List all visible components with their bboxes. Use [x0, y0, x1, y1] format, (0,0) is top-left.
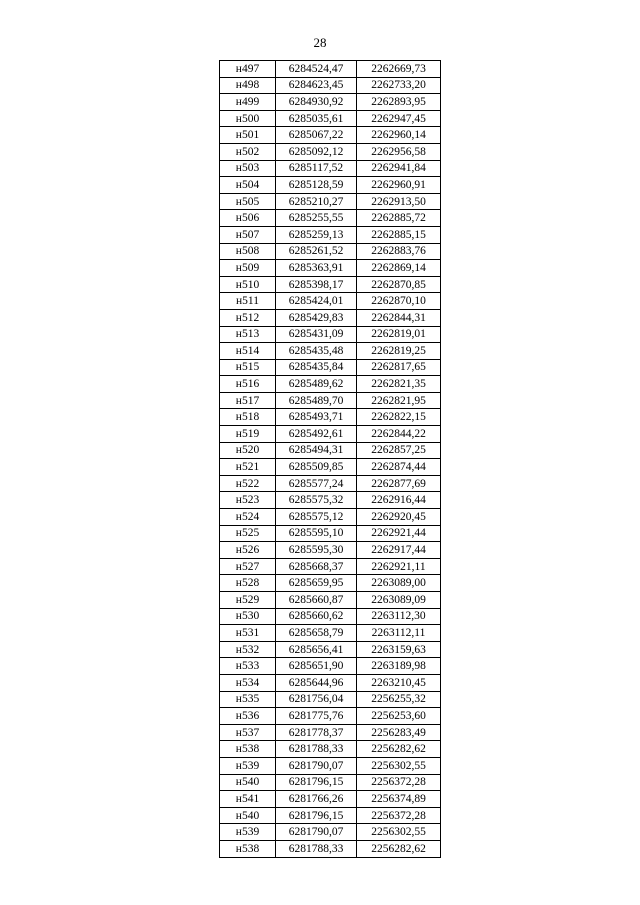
table-row — [220, 409, 441, 426]
x-coordinate-cell: 6285493,71 — [276, 409, 357, 426]
table-row — [220, 542, 441, 559]
point-name-cell: н538 — [220, 741, 276, 758]
x-coordinate-cell: 6285595,10 — [276, 525, 357, 542]
x-coordinate-cell: 6285575,12 — [276, 509, 357, 526]
y-coordinate-cell: 2256253,60 — [357, 708, 441, 725]
table-row — [220, 641, 441, 658]
point-name-cell: н498 — [220, 77, 276, 94]
table-row — [220, 492, 441, 509]
y-coordinate-cell: 2262874,44 — [357, 459, 441, 476]
point-name-cell: н511 — [220, 293, 276, 310]
point-name-cell: н516 — [220, 376, 276, 393]
table-row — [220, 260, 441, 277]
table-row — [220, 210, 441, 227]
table-row — [220, 426, 441, 443]
point-name-cell: н504 — [220, 177, 276, 194]
table-row — [220, 243, 441, 260]
x-coordinate-cell: 6285035,61 — [276, 110, 357, 127]
point-name-cell: н523 — [220, 492, 276, 509]
table-row — [220, 525, 441, 542]
x-coordinate-cell: 6285431,09 — [276, 326, 357, 343]
point-name-cell: н501 — [220, 127, 276, 144]
point-name-cell: н508 — [220, 243, 276, 260]
point-name-cell: н525 — [220, 525, 276, 542]
y-coordinate-cell: 2256282,62 — [357, 741, 441, 758]
table-row — [220, 708, 441, 725]
y-coordinate-cell: 2262920,45 — [357, 509, 441, 526]
y-coordinate-cell: 2256302,55 — [357, 757, 441, 774]
table-row — [220, 509, 441, 526]
y-coordinate-cell: 2262917,44 — [357, 542, 441, 559]
point-name-cell: н507 — [220, 226, 276, 243]
point-name-cell: н512 — [220, 309, 276, 326]
y-coordinate-cell: 2262885,72 — [357, 210, 441, 227]
x-coordinate-cell: 6285255,55 — [276, 210, 357, 227]
point-name-cell: н503 — [220, 160, 276, 177]
x-coordinate-cell: 6285668,37 — [276, 558, 357, 575]
x-coordinate-cell: 6285656,41 — [276, 641, 357, 658]
x-coordinate-cell: 6285067,22 — [276, 127, 357, 144]
table-row — [220, 658, 441, 675]
y-coordinate-cell: 2262819,01 — [357, 326, 441, 343]
point-name-cell: н539 — [220, 824, 276, 841]
table-row — [220, 625, 441, 642]
point-name-cell: н522 — [220, 475, 276, 492]
point-name-cell: н518 — [220, 409, 276, 426]
table-row — [220, 791, 441, 808]
x-coordinate-cell: 6285117,52 — [276, 160, 357, 177]
x-coordinate-cell: 6285429,83 — [276, 309, 357, 326]
point-name-cell: н519 — [220, 426, 276, 443]
x-coordinate-cell: 6285128,59 — [276, 177, 357, 194]
table-row — [220, 326, 441, 343]
y-coordinate-cell: 2263159,63 — [357, 641, 441, 658]
table-row — [220, 226, 441, 243]
x-coordinate-cell: 6285492,61 — [276, 426, 357, 443]
y-coordinate-cell: 2256255,32 — [357, 691, 441, 708]
x-coordinate-cell: 6284623,45 — [276, 77, 357, 94]
x-coordinate-cell: 6281778,37 — [276, 724, 357, 741]
y-coordinate-cell: 2262893,95 — [357, 94, 441, 111]
point-name-cell: н530 — [220, 608, 276, 625]
table-row — [220, 724, 441, 741]
x-coordinate-cell: 6281766,26 — [276, 791, 357, 808]
y-coordinate-cell: 2256283,49 — [357, 724, 441, 741]
table-row — [220, 143, 441, 160]
table-row — [220, 459, 441, 476]
y-coordinate-cell: 2262960,91 — [357, 177, 441, 194]
point-name-cell: н540 — [220, 774, 276, 791]
point-name-cell: н533 — [220, 658, 276, 675]
point-name-cell: н520 — [220, 442, 276, 459]
point-name-cell: н538 — [220, 840, 276, 857]
x-coordinate-cell: 6285577,24 — [276, 475, 357, 492]
point-name-cell: н497 — [220, 61, 276, 78]
table-row — [220, 840, 441, 857]
x-coordinate-cell: 6285509,85 — [276, 459, 357, 476]
table-row — [220, 475, 441, 492]
x-coordinate-cell: 6285398,17 — [276, 276, 357, 293]
point-name-cell: н537 — [220, 724, 276, 741]
y-coordinate-cell: 2262941,84 — [357, 160, 441, 177]
y-coordinate-cell: 2262960,14 — [357, 127, 441, 144]
y-coordinate-cell: 2262857,25 — [357, 442, 441, 459]
point-name-cell: н513 — [220, 326, 276, 343]
y-coordinate-cell: 2256372,28 — [357, 774, 441, 791]
point-name-cell: н536 — [220, 708, 276, 725]
x-coordinate-cell: 6284524,47 — [276, 61, 357, 78]
x-coordinate-cell: 6285435,84 — [276, 359, 357, 376]
table-row — [220, 575, 441, 592]
x-coordinate-cell: 6285659,95 — [276, 575, 357, 592]
table-row — [220, 442, 441, 459]
point-name-cell: н534 — [220, 674, 276, 691]
point-name-cell: н514 — [220, 343, 276, 360]
point-name-cell: н505 — [220, 193, 276, 210]
table-row — [220, 94, 441, 111]
table-row — [220, 691, 441, 708]
y-coordinate-cell: 2263089,00 — [357, 575, 441, 592]
x-coordinate-cell: 6285595,30 — [276, 542, 357, 559]
table-row — [220, 592, 441, 609]
x-coordinate-cell: 6281775,76 — [276, 708, 357, 725]
table-row — [220, 160, 441, 177]
x-coordinate-cell: 6285210,27 — [276, 193, 357, 210]
x-coordinate-cell: 6285489,70 — [276, 392, 357, 409]
x-coordinate-cell: 6285660,87 — [276, 592, 357, 609]
point-name-cell: н515 — [220, 359, 276, 376]
y-coordinate-cell: 2256282,62 — [357, 840, 441, 857]
table-row — [220, 741, 441, 758]
point-name-cell: н541 — [220, 791, 276, 808]
point-name-cell: н506 — [220, 210, 276, 227]
table-row — [220, 343, 441, 360]
point-name-cell: н510 — [220, 276, 276, 293]
point-name-cell: н499 — [220, 94, 276, 111]
x-coordinate-cell: 6285494,31 — [276, 442, 357, 459]
y-coordinate-cell: 2263089,09 — [357, 592, 441, 609]
table-row — [220, 558, 441, 575]
table-row — [220, 757, 441, 774]
table-row — [220, 309, 441, 326]
y-coordinate-cell: 2262947,45 — [357, 110, 441, 127]
y-coordinate-cell: 2262921,11 — [357, 558, 441, 575]
table-row — [220, 127, 441, 144]
y-coordinate-cell: 2262819,25 — [357, 343, 441, 360]
point-name-cell: н539 — [220, 757, 276, 774]
y-coordinate-cell: 2262870,85 — [357, 276, 441, 293]
y-coordinate-cell: 2262822,15 — [357, 409, 441, 426]
x-coordinate-cell: 6285261,52 — [276, 243, 357, 260]
point-name-cell: н521 — [220, 459, 276, 476]
table-row — [220, 276, 441, 293]
y-coordinate-cell: 2263189,98 — [357, 658, 441, 675]
x-coordinate-cell: 6285092,12 — [276, 143, 357, 160]
x-coordinate-cell: 6281796,15 — [276, 774, 357, 791]
table-row — [220, 392, 441, 409]
page-number: 28 — [313, 35, 327, 50]
y-coordinate-cell: 2262821,35 — [357, 376, 441, 393]
x-coordinate-cell: 6285259,13 — [276, 226, 357, 243]
table-row — [220, 77, 441, 94]
point-name-cell: н509 — [220, 260, 276, 277]
y-coordinate-cell: 2262885,15 — [357, 226, 441, 243]
x-coordinate-cell: 6285435,48 — [276, 343, 357, 360]
x-coordinate-cell: 6281756,04 — [276, 691, 357, 708]
x-coordinate-cell: 6285644,96 — [276, 674, 357, 691]
y-coordinate-cell: 2262821,95 — [357, 392, 441, 409]
x-coordinate-cell: 6281788,33 — [276, 741, 357, 758]
x-coordinate-cell: 6285363,91 — [276, 260, 357, 277]
point-name-cell: н540 — [220, 807, 276, 824]
y-coordinate-cell: 2262956,58 — [357, 143, 441, 160]
y-coordinate-cell: 2262870,10 — [357, 293, 441, 310]
point-name-cell: н517 — [220, 392, 276, 409]
table-row — [220, 177, 441, 194]
y-coordinate-cell: 2263112,11 — [357, 625, 441, 642]
point-name-cell: н529 — [220, 592, 276, 609]
y-coordinate-cell: 2263210,45 — [357, 674, 441, 691]
table-row — [220, 110, 441, 127]
y-coordinate-cell: 2256302,55 — [357, 824, 441, 841]
point-name-cell: н526 — [220, 542, 276, 559]
y-coordinate-cell: 2256374,89 — [357, 791, 441, 808]
table-row — [220, 807, 441, 824]
point-name-cell: н527 — [220, 558, 276, 575]
table-row — [220, 774, 441, 791]
x-coordinate-cell: 6285575,32 — [276, 492, 357, 509]
table-row — [220, 824, 441, 841]
coordinates-table — [219, 60, 441, 858]
point-name-cell: н500 — [220, 110, 276, 127]
table-row — [220, 376, 441, 393]
table-row — [220, 193, 441, 210]
point-name-cell: н531 — [220, 625, 276, 642]
point-name-cell: н524 — [220, 509, 276, 526]
table-row — [220, 61, 441, 78]
y-coordinate-cell: 2262733,20 — [357, 77, 441, 94]
x-coordinate-cell: 6285489,62 — [276, 376, 357, 393]
x-coordinate-cell: 6285651,90 — [276, 658, 357, 675]
x-coordinate-cell: 6284930,92 — [276, 94, 357, 111]
point-name-cell: н528 — [220, 575, 276, 592]
x-coordinate-cell: 6285660,62 — [276, 608, 357, 625]
y-coordinate-cell: 2262883,76 — [357, 243, 441, 260]
y-coordinate-cell: 2262916,44 — [357, 492, 441, 509]
y-coordinate-cell: 2262921,44 — [357, 525, 441, 542]
x-coordinate-cell: 6281796,15 — [276, 807, 357, 824]
table-row — [220, 608, 441, 625]
x-coordinate-cell: 6281790,07 — [276, 824, 357, 841]
table-row — [220, 674, 441, 691]
x-coordinate-cell: 6281788,33 — [276, 840, 357, 857]
y-coordinate-cell: 2262669,73 — [357, 61, 441, 78]
point-name-cell: н502 — [220, 143, 276, 160]
y-coordinate-cell: 2262913,50 — [357, 193, 441, 210]
point-name-cell: н535 — [220, 691, 276, 708]
y-coordinate-cell: 2262817,65 — [357, 359, 441, 376]
x-coordinate-cell: 6285658,79 — [276, 625, 357, 642]
y-coordinate-cell: 2263112,30 — [357, 608, 441, 625]
coordinates-table-body — [220, 61, 441, 858]
table-row — [220, 293, 441, 310]
x-coordinate-cell: 6285424,01 — [276, 293, 357, 310]
x-coordinate-cell: 6281790,07 — [276, 757, 357, 774]
y-coordinate-cell: 2262869,14 — [357, 260, 441, 277]
y-coordinate-cell: 2262877,69 — [357, 475, 441, 492]
y-coordinate-cell: 2256372,28 — [357, 807, 441, 824]
table-row — [220, 359, 441, 376]
y-coordinate-cell: 2262844,31 — [357, 309, 441, 326]
y-coordinate-cell: 2262844,22 — [357, 426, 441, 443]
point-name-cell: н532 — [220, 641, 276, 658]
